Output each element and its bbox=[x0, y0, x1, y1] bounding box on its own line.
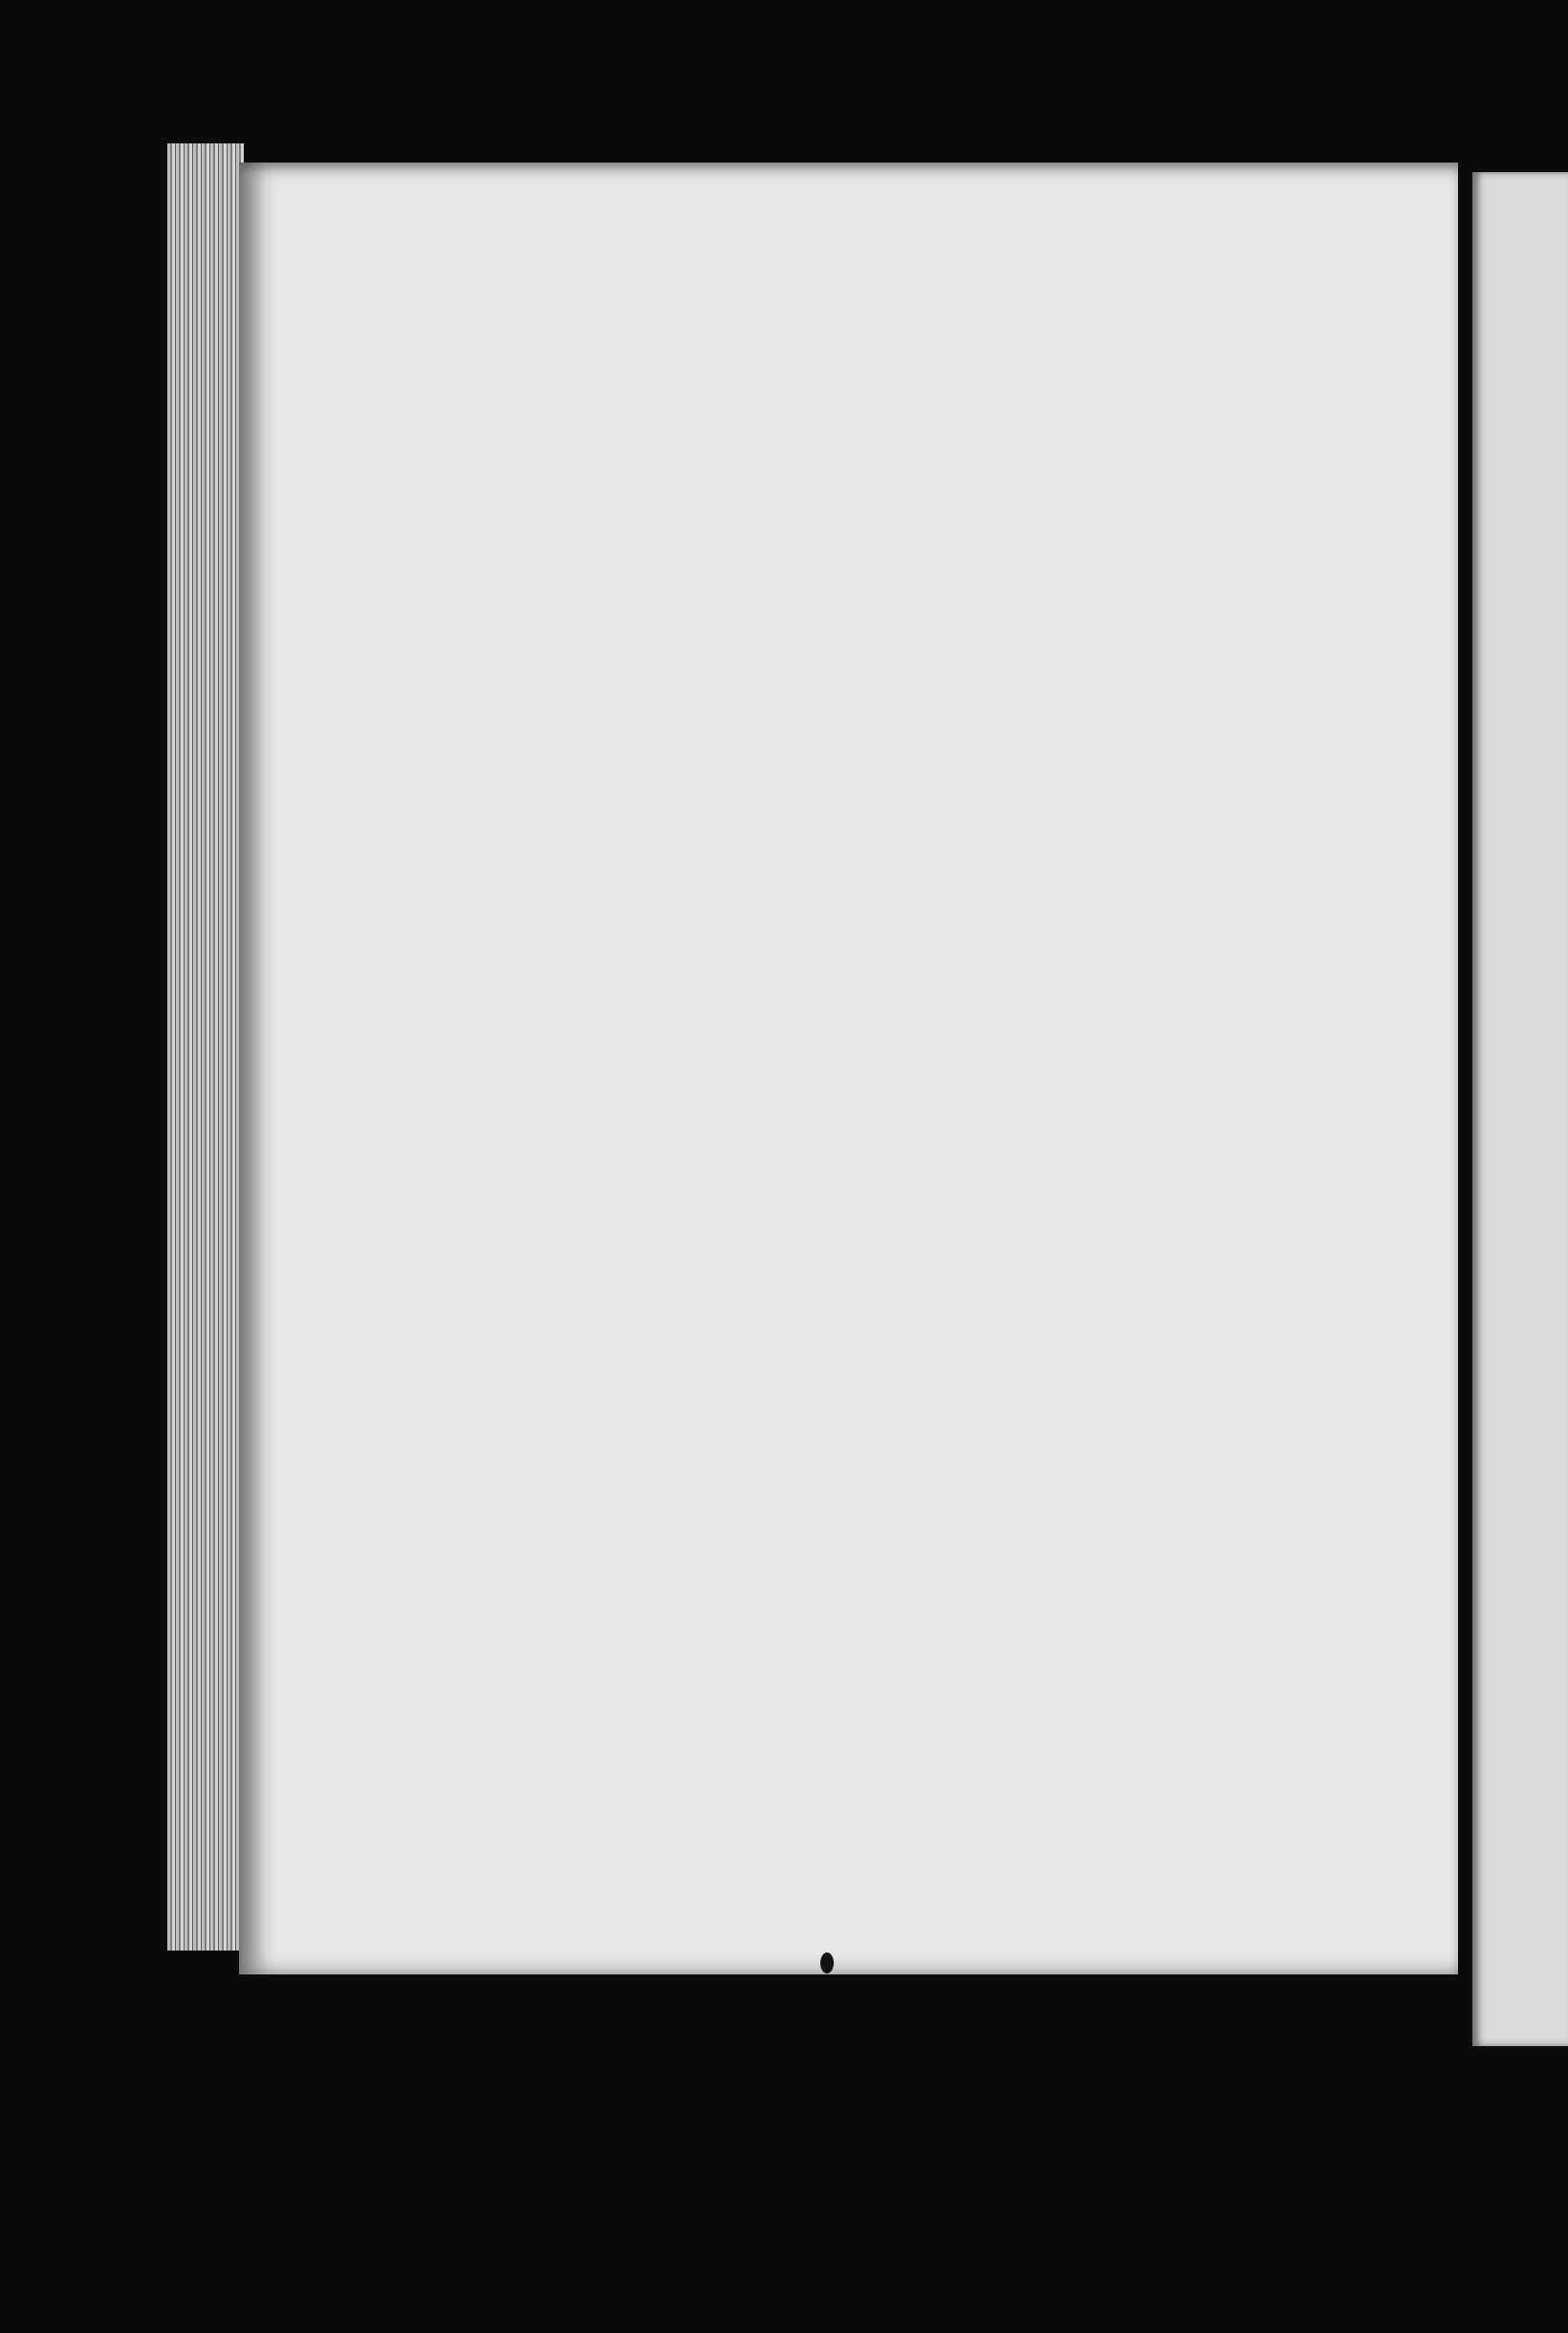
facing-page-edge bbox=[1472, 172, 1568, 2046]
ink-blot bbox=[820, 1952, 834, 1973]
ledger-page bbox=[239, 163, 1458, 1974]
book-page-edges bbox=[167, 143, 244, 1951]
